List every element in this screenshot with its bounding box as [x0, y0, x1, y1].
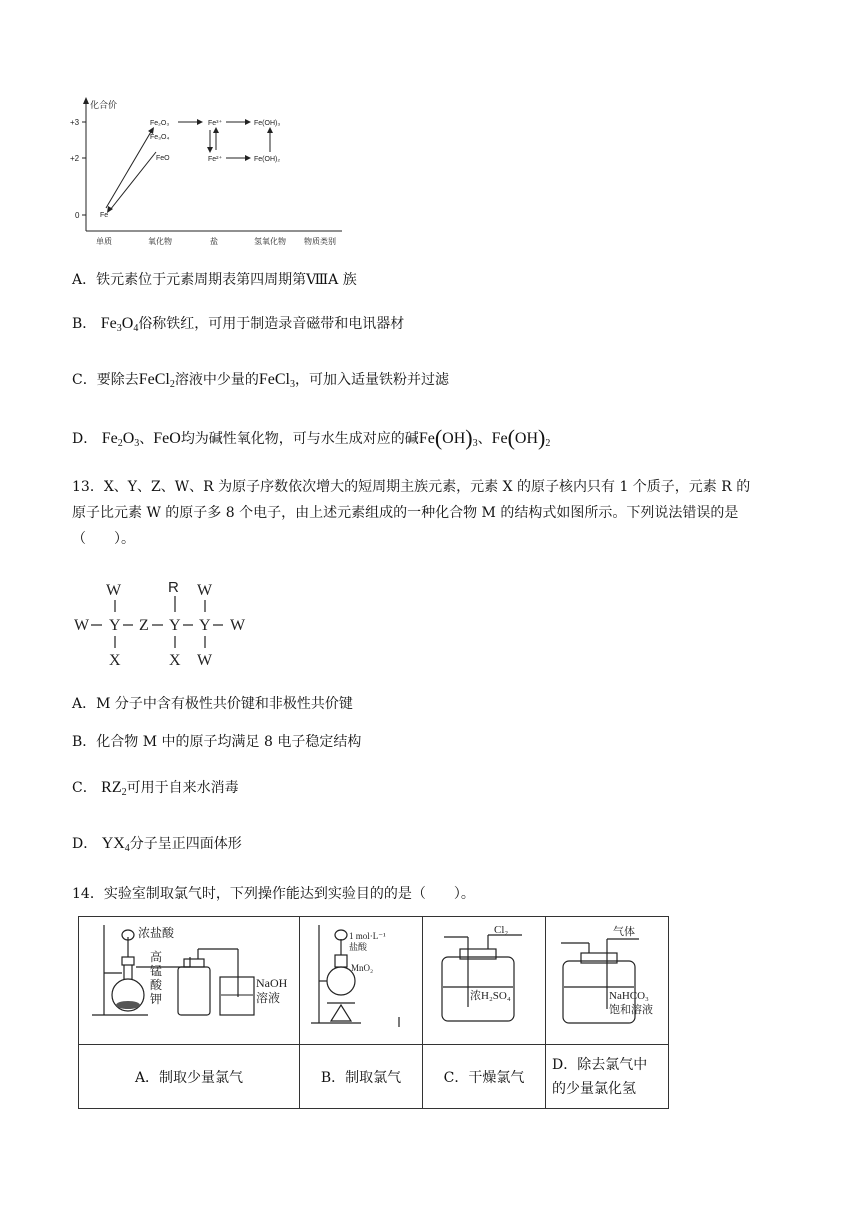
svg-text:Y: Y — [199, 617, 211, 634]
svg-text:浓盐酸: 浓盐酸 — [138, 926, 175, 940]
svg-text:气体: 气体 — [613, 926, 635, 938]
svg-text:NaOH: NaOH — [256, 976, 288, 990]
arrow-feo-to-fe — [110, 152, 156, 210]
svg-text:钾: 钾 — [150, 992, 163, 1006]
caption-b[interactable]: B．制取氯气 — [300, 1045, 423, 1109]
svg-text:MnO₂: MnO₂ — [351, 963, 374, 973]
q13-option-d[interactable]: D． $YX_4$分子呈正四面体形 — [72, 835, 242, 854]
node-feoh2: Fe(OH)₂ — [254, 156, 281, 163]
q13-option-c[interactable]: C． $RZ_2$可用于自来水消毒 — [72, 779, 239, 798]
svg-text:饱和溶液: 饱和溶液 — [609, 1004, 653, 1016]
svg-text:锰: 锰 — [150, 964, 163, 978]
category-salt: 盐 — [210, 237, 218, 246]
caption-d[interactable]: D．除去氯气中 的少量氯化氢 — [546, 1045, 669, 1109]
svg-text:Cl₂: Cl₂ — [494, 924, 509, 936]
formula-fe3o4: $Fe_3O_4$ — [100, 315, 139, 334]
tick-plus2: +2 — [70, 154, 80, 163]
formula-fecl3: FeCl$_3$ — [258, 371, 295, 390]
apparatus-a-image — [80, 917, 298, 1040]
formula-feoh2: $Fe(OH)_2$ — [491, 425, 551, 450]
svg-text:W: W — [106, 582, 122, 599]
formula-feo: FeO — [153, 430, 181, 447]
svg-text:溶液: 溶液 — [256, 991, 281, 1005]
apparatus-c-image — [424, 917, 544, 1040]
formula-fe2o3: $Fe_2O_3$ — [101, 430, 140, 449]
apparatus-a-cell — [79, 917, 300, 1045]
category-oxide: 氧化物 — [148, 237, 172, 246]
node-fe3plus: Fe³⁺ — [208, 120, 223, 127]
compound-m-structure — [70, 574, 260, 674]
svg-text:Z: Z — [139, 617, 149, 634]
formula-rz2: $RZ_2$ — [101, 779, 127, 798]
y-axis-label: 化合价 — [90, 100, 118, 110]
formula-feoh3: $Fe(OH)_3$ — [418, 425, 478, 450]
svg-text:W: W — [197, 652, 213, 669]
formula-fecl2: FeCl$_2$ — [138, 371, 175, 390]
apparatus-b-cell — [300, 917, 423, 1045]
apparatus-d-cell — [546, 917, 669, 1045]
svg-text:X: X — [169, 652, 181, 669]
apparatus-b-image — [301, 917, 421, 1040]
iron-valence-diagram — [70, 96, 360, 248]
svg-text:Y: Y — [109, 617, 121, 634]
category-hydroxide: 氢氧化物 — [254, 237, 286, 246]
svg-text:R: R — [168, 579, 179, 596]
q12-option-a[interactable]: A．铁元素位于元素周期表第四周期第ⅧA 族 — [72, 272, 357, 288]
svg-text:W: W — [74, 617, 90, 634]
category-element: 单质 — [96, 237, 112, 246]
arrow-fe-to-oxides — [106, 130, 152, 208]
formula-yx4: $YX_4$ — [101, 835, 130, 854]
svg-text:NaHCO₃: NaHCO₃ — [609, 990, 649, 1002]
q12-option-b[interactable]: B． $Fe_3O_4$俗称铁红，可用于制造录音磁带和电讯器材 — [72, 315, 405, 334]
q14-stem: 14．实验室制取氯气时，下列操作能达到实验目的的是（ ）。 — [72, 886, 475, 902]
node-feoh3: Fe(OH)₃ — [254, 120, 281, 127]
svg-text:高: 高 — [150, 950, 163, 964]
svg-text:浓H₂SO₄: 浓H₂SO₄ — [470, 990, 511, 1002]
node-fe2plus: Fe²⁺ — [208, 156, 223, 163]
caption-a[interactable]: A．制取少量氯气 — [79, 1045, 300, 1109]
q13-stem: 13．X、Y、Z、W、R 为原子序数依次增大的短周期主族元素，元素 X 的原子核内只有 1 个质子，元素 R 的 原子比元素 W 的原子多 8 个电子，由上述元素组成的一种化合物 M 的结构式如图所示。下列说法错误的是 （ ）。 — [72, 479, 751, 547]
svg-text:W: W — [197, 582, 213, 599]
svg-text:X: X — [109, 652, 121, 669]
q12-option-d[interactable]: D． $Fe_2O_3$、FeO均为碱性氧化物，可与水生成对应的碱$Fe(OH)_3$、$Fe(OH)_2$ — [72, 425, 551, 450]
tick-plus3: +3 — [70, 118, 80, 127]
apparatus-c-cell — [423, 917, 546, 1045]
svg-text:酸: 酸 — [150, 978, 163, 992]
svg-text:1 mol·L⁻¹: 1 mol·L⁻¹ — [349, 931, 386, 941]
node-fe3o4: Fe₃O₄ — [150, 134, 170, 141]
node-fe2o3: Fe₂O₃ — [150, 120, 170, 127]
node-fe: Fe — [100, 212, 109, 219]
svg-text:W: W — [230, 617, 246, 634]
category-class: 物质类别 — [304, 237, 336, 246]
svg-text:Y: Y — [169, 617, 181, 634]
caption-c[interactable]: C．干燥氯气 — [423, 1045, 546, 1109]
tick-zero: 0 — [75, 211, 80, 220]
svg-text:盐酸: 盐酸 — [349, 942, 368, 952]
q13-option-b[interactable]: B．化合物 M 中的原子均满足 8 电子稳定结构 — [72, 734, 362, 750]
q12-option-c[interactable]: C．要除去FeCl$_2$溶液中少量的FeCl$_3$，可加入适量铁粉并过滤 — [72, 371, 449, 390]
node-feo: FeO — [156, 155, 170, 162]
apparatus-d-image — [547, 917, 667, 1040]
apparatus-table — [78, 916, 669, 1109]
q13-option-a[interactable]: A．M 分子中含有极性共价键和非极性共价键 — [72, 696, 353, 712]
